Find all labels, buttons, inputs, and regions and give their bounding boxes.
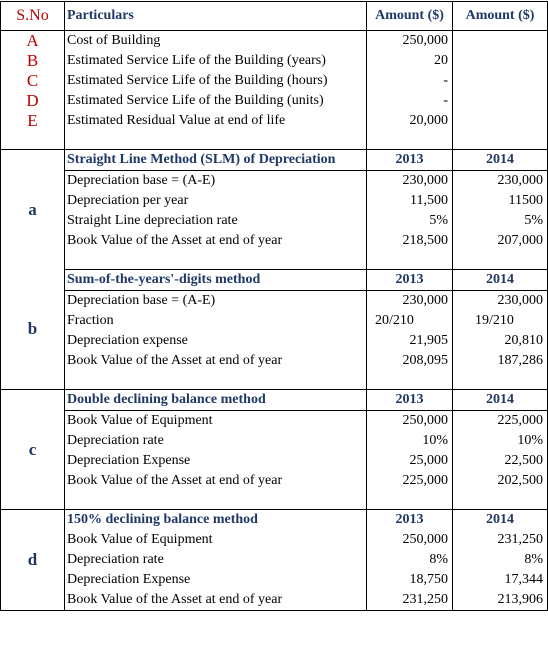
spacer-row	[1, 491, 548, 510]
section-title: Straight Line Method (SLM) of Depreciation	[65, 150, 367, 171]
row-label: Depreciation Expense	[65, 451, 367, 471]
section-row	[1, 331, 548, 351]
row-value: 20	[367, 51, 453, 71]
row-value-2013: 250,000	[367, 411, 453, 432]
section-row	[1, 191, 548, 211]
row-value: 20,000	[367, 111, 453, 131]
row-value-2013: 5%	[367, 211, 453, 231]
row-label: Depreciation rate	[65, 431, 367, 451]
row-value-2014: 202,500	[453, 471, 548, 491]
row-value: -	[367, 91, 453, 111]
row-value-2014: 10%	[453, 431, 548, 451]
row-label: Cost of Building	[65, 31, 367, 52]
row-value-2013: 18,750	[367, 570, 453, 590]
section-title-row	[1, 390, 548, 411]
section-year-2: 2014	[453, 510, 548, 531]
header-row	[1, 2, 548, 31]
row-value-2014: 22,500	[453, 451, 548, 471]
input-row	[1, 71, 548, 91]
row-value-2014: 17,344	[453, 570, 548, 590]
section-title-row	[1, 270, 548, 291]
row-label: Book Value of the Asset at end of year	[65, 590, 367, 611]
row-value-2013: 230,000	[367, 171, 453, 192]
row-sno: C	[1, 71, 65, 91]
input-row	[1, 111, 548, 131]
spacer-row	[1, 371, 548, 390]
row-label: Book Value of Equipment	[65, 411, 367, 432]
row-sno: E	[1, 111, 65, 131]
section-year-2: 2014	[453, 270, 548, 291]
section-year-1: 2013	[367, 390, 453, 411]
section-sno: b	[1, 270, 65, 390]
row-label: Fraction	[65, 311, 367, 331]
row-label: Estimated Service Life of the Building (hours)	[65, 71, 367, 91]
section-year-1: 2013	[367, 270, 453, 291]
input-row	[1, 31, 548, 52]
row-sno: D	[1, 91, 65, 111]
section-row	[1, 311, 548, 331]
row-value-2013: 21,905	[367, 331, 453, 351]
row-label: Depreciation expense	[65, 331, 367, 351]
section-row	[1, 231, 548, 251]
section-title-row	[1, 510, 548, 531]
row-value-2013: 208,095	[367, 351, 453, 371]
section-row	[1, 471, 548, 491]
row-value-2013: 250,000	[367, 530, 453, 550]
depreciation-table	[0, 1, 548, 611]
section-row	[1, 291, 548, 312]
section-sno: d	[1, 510, 65, 611]
row-value-2014: 187,286	[453, 351, 548, 371]
spacer-row	[1, 251, 548, 270]
spacer-row	[1, 131, 548, 150]
section-year-1: 2013	[367, 150, 453, 171]
header-amount-2: Amount ($)	[453, 2, 548, 31]
section-sno: c	[1, 390, 65, 510]
section-row	[1, 451, 548, 471]
row-value-2014: 225,000	[453, 411, 548, 432]
row-label: Book Value of the Asset at end of year	[65, 351, 367, 371]
section-year-1: 2013	[367, 510, 453, 531]
section-row	[1, 431, 548, 451]
section-title: Double declining balance method	[65, 390, 367, 411]
row-value-2013: 11,500	[367, 191, 453, 211]
row-value: 250,000	[367, 31, 453, 52]
row-value-2014: 8%	[453, 550, 548, 570]
row-value-2014: 19/210	[453, 311, 548, 331]
section-row	[1, 211, 548, 231]
section-row	[1, 351, 548, 371]
row-value-2014: 20,810	[453, 331, 548, 351]
section-year-2: 2014	[453, 390, 548, 411]
row-value-2013: 230,000	[367, 291, 453, 312]
header-particulars: Particulars	[65, 2, 367, 31]
section-row	[1, 570, 548, 590]
row-value-2014: 230,000	[453, 171, 548, 192]
row-sno: A	[1, 31, 65, 52]
row-label: Book Value of Equipment	[65, 530, 367, 550]
row-label: Depreciation rate	[65, 550, 367, 570]
row-value-2014: 207,000	[453, 231, 548, 251]
row-label: Estimated Residual Value at end of life	[65, 111, 367, 131]
row-label: Estimated Service Life of the Building (units)	[65, 91, 367, 111]
row-value-2013: 231,250	[367, 590, 453, 611]
row-value-2014: 230,000	[453, 291, 548, 312]
row-value-2014: 231,250	[453, 530, 548, 550]
row-value-2014: 213,906	[453, 590, 548, 611]
section-row	[1, 530, 548, 550]
row-value-2013: 218,500	[367, 231, 453, 251]
row-value-2013: 225,000	[367, 471, 453, 491]
section-row	[1, 550, 548, 570]
row-value-2014: 5%	[453, 211, 548, 231]
section-year-2: 2014	[453, 150, 548, 171]
row-value: -	[367, 71, 453, 91]
section-title: Sum-of-the-years'-digits method	[65, 270, 367, 291]
row-label: Depreciation per year	[65, 191, 367, 211]
section-row	[1, 171, 548, 192]
row-value-2013: 8%	[367, 550, 453, 570]
section-row	[1, 411, 548, 432]
row-value-2013: 25,000	[367, 451, 453, 471]
row-label: Book Value of the Asset at end of year	[65, 231, 367, 251]
section-title: 150% declining balance method	[65, 510, 367, 531]
row-value-2014: 11500	[453, 191, 548, 211]
section-title-row	[1, 150, 548, 171]
row-label: Depreciation Expense	[65, 570, 367, 590]
row-label: Straight Line depreciation rate	[65, 211, 367, 231]
row-sno: B	[1, 51, 65, 71]
header-sno: S.No	[1, 2, 65, 31]
row-label: Book Value of the Asset at end of year	[65, 471, 367, 491]
section-sno: a	[1, 150, 65, 270]
row-value-2013: 20/210	[367, 311, 453, 331]
header-amount-1: Amount ($)	[367, 2, 453, 31]
row-label: Estimated Service Life of the Building (years)	[65, 51, 367, 71]
input-row	[1, 51, 548, 71]
row-label: Depreciation base = (A-E)	[65, 171, 367, 192]
section-row	[1, 590, 548, 611]
row-label: Depreciation base = (A-E)	[65, 291, 367, 312]
row-value-2013: 10%	[367, 431, 453, 451]
input-row	[1, 91, 548, 111]
